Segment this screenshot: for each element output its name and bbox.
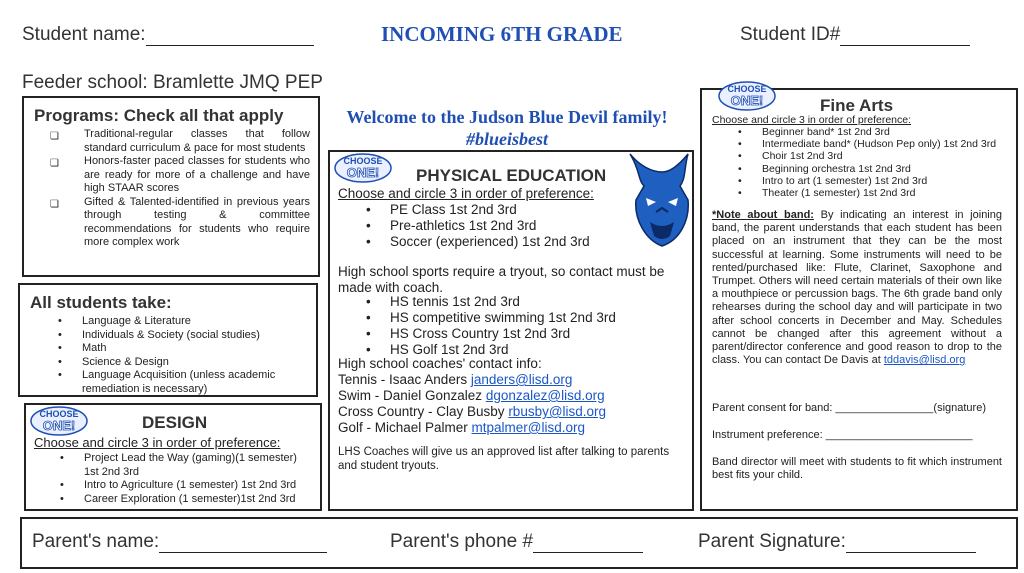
band-note-text: By indicating an interest in joining band, the parent understands that each student has been placed on an instrument that they can be the most successful at learning. Some instruments will need to be rented/purchased like: Flute, Clarinet, Saxophone and Trumpet. Others will need certain materials of their own like a mouthpiece or percussion bags. The 6th grade band only rehearses during the school day and will participate in two after school concerts in December and May. Schedules cannot be changed after this agreement without a parent/director conference and good reason to drop to the class. You can contact De Davis at xyxy=(712,209,1002,367)
parent-phone-line[interactable] xyxy=(533,534,643,553)
fine-arts-option[interactable]: • Theater (1 semester) 1st 2nd 3rd xyxy=(762,187,996,199)
band-email-link[interactable]: tddavis@lisd.org xyxy=(883,354,966,367)
parent-phone-label: Parent's phone # xyxy=(390,531,534,552)
pe-footer-note: LHS Coaches will give us an approved list after talking to parents and student tryouts. xyxy=(338,446,670,472)
programs-box xyxy=(22,96,320,277)
parent-name-field[interactable] xyxy=(32,531,327,553)
coach-row: Golf - Michael Palmer mtpalmer@lisd.org xyxy=(338,420,586,435)
coach-row: Swim - Daniel Gonzalez dgonzalez@lisd.org xyxy=(338,388,605,403)
hashtag: #blueisbest xyxy=(465,129,548,149)
welcome-line: Welcome to the Judson Blue Devil family! xyxy=(346,107,668,127)
fine-arts-instruction: Choose and circle 3 in order of preference: xyxy=(712,114,912,126)
parent-phone-field[interactable] xyxy=(390,531,643,553)
design-box xyxy=(24,403,322,511)
svg-text:CHOOSE: CHOOSE xyxy=(727,84,767,94)
design-option[interactable]: • Intro to Agriculture (1 semester) 1st 2nd 3rd xyxy=(84,479,314,493)
hs-option[interactable]: • HS Golf 1st 2nd 3rd xyxy=(390,342,616,358)
welcome-banner xyxy=(328,106,686,150)
list-item: • Language Acquisition (unless academic remediation is necessary) xyxy=(82,369,302,396)
parent-signature-field[interactable] xyxy=(698,531,976,553)
program-item[interactable]: ❏ Traditional-regular classes that follow standard curriculum & pace for most students xyxy=(84,128,310,155)
coaches-list xyxy=(338,372,606,436)
pe-list xyxy=(390,202,590,250)
svg-text:ONE!: ONE! xyxy=(730,93,764,108)
page-title: INCOMING 6TH GRADE xyxy=(381,22,623,46)
coach-email-link[interactable]: janders@lisd.org xyxy=(470,372,573,387)
student-name-label: Student name: xyxy=(22,24,146,45)
design-option[interactable]: • Project Lead the Way (gaming)(1 semester) 1st 2nd 3rd xyxy=(84,452,314,479)
blue-devil-mascot-icon xyxy=(622,150,694,248)
band-director-note: Band director will meet with students to fit which instrument best fits your child. xyxy=(712,456,1002,482)
fine-arts-option[interactable]: • Choir 1st 2nd 3rd xyxy=(762,150,996,162)
coach-email-link[interactable]: dgonzalez@lisd.org xyxy=(485,388,605,403)
student-name-field[interactable] xyxy=(22,24,314,46)
student-id-label: Student ID# xyxy=(740,24,841,45)
svg-text:CHOOSE: CHOOSE xyxy=(343,156,383,166)
fine-arts-option[interactable]: • Intro to art (1 semester) 1st 2nd 3rd xyxy=(762,175,996,187)
coach-row: Tennis - Isaac Anders janders@lisd.org xyxy=(338,372,573,387)
svg-text:ONE!: ONE! xyxy=(42,418,76,433)
coach-email-link[interactable]: mtpalmer@lisd.org xyxy=(471,420,586,435)
hs-option[interactable]: • HS Cross Country 1st 2nd 3rd xyxy=(390,326,616,342)
program-item[interactable]: ❏ Gifted & Talented-identified in previous years through testing & committee recommendations for students who require more complex work xyxy=(84,196,310,250)
fine-arts-option[interactable]: • Beginner band* 1st 2nd 3rd xyxy=(762,126,996,138)
fine-arts-option[interactable]: • Beginning orchestra 1st 2nd 3rd xyxy=(762,163,996,175)
hs-option[interactable]: • HS competitive swimming 1st 2nd 3rd xyxy=(390,310,616,326)
design-list xyxy=(84,452,314,506)
list-item: • Language & Literature xyxy=(82,315,302,329)
pe-option[interactable]: • Pre-athletics 1st 2nd 3rd xyxy=(390,218,590,234)
choose-one-badge-icon xyxy=(28,403,90,439)
fine-arts-list xyxy=(762,126,996,199)
parent-name-label: Parent's name: xyxy=(32,531,160,552)
choose-one-badge-icon xyxy=(332,150,394,186)
list-item: • Science & Design xyxy=(82,356,302,370)
band-note-label: *Note about band: xyxy=(712,209,814,221)
pe-instruction: Choose and circle 3 in order of preference: xyxy=(338,186,594,201)
program-item[interactable]: ❏ Honors-faster paced classes for students who are ready for more of a challenge and have high STAAR scores xyxy=(84,155,310,196)
pe-option[interactable]: • PE Class 1st 2nd 3rd xyxy=(390,202,590,218)
design-instruction: Choose and circle 3 in order of preference: xyxy=(34,435,281,450)
programs-title: Programs: Check all that apply xyxy=(34,106,284,125)
coaches-label: High school coaches' contact info: xyxy=(338,356,542,371)
coach-row: Cross Country - Clay Busby rbusby@lisd.org xyxy=(338,404,607,419)
hs-sports-list xyxy=(390,294,616,358)
student-id-line[interactable] xyxy=(840,27,970,46)
pe-option[interactable]: • Soccer (experienced) 1st 2nd 3rd xyxy=(390,234,590,250)
all-students-box xyxy=(18,283,318,397)
student-id-field[interactable] xyxy=(740,24,970,46)
fine-arts-option[interactable]: • Intermediate band* (Hudson Pep only) 1st 2nd 3rd xyxy=(762,138,996,150)
hs-option[interactable]: • HS tennis 1st 2nd 3rd xyxy=(390,294,616,310)
design-option[interactable]: • Career Exploration (1 semester)1st 2nd 3rd xyxy=(84,493,314,507)
fine-arts-title: Fine Arts xyxy=(820,96,894,115)
coach-email-link[interactable]: rbusby@lisd.org xyxy=(508,404,607,419)
fine-arts-box xyxy=(700,84,1018,511)
list-item: • Individuals & Society (social studies) xyxy=(82,329,302,343)
hs-sports-note: High school sports require a tryout, so contact must be made with coach. xyxy=(338,264,665,295)
instrument-preference-field[interactable]: Instrument preference: ________________________ xyxy=(712,429,973,441)
all-students-list xyxy=(82,315,302,396)
svg-text:ONE!: ONE! xyxy=(346,165,380,180)
parent-signature-line[interactable] xyxy=(846,534,976,553)
choose-one-badge-icon xyxy=(716,78,778,114)
design-title: DESIGN xyxy=(142,413,208,432)
pe-title: PHYSICAL EDUCATION xyxy=(416,166,607,185)
programs-list xyxy=(84,128,310,250)
parent-signature-label: Parent Signature: xyxy=(698,531,846,552)
all-students-title: All students take: xyxy=(30,293,172,312)
feeder-school: Feeder school: Bramlette JMQ PEP xyxy=(22,72,323,93)
parent-info-box xyxy=(20,517,1018,569)
list-item: • Math xyxy=(82,342,302,356)
band-consent-field[interactable]: Parent consent for band: ________________(signature) xyxy=(712,402,986,414)
student-name-line[interactable] xyxy=(146,27,314,46)
parent-name-line[interactable] xyxy=(159,534,327,553)
svg-text:CHOOSE: CHOOSE xyxy=(39,409,79,419)
band-note xyxy=(712,209,1002,367)
